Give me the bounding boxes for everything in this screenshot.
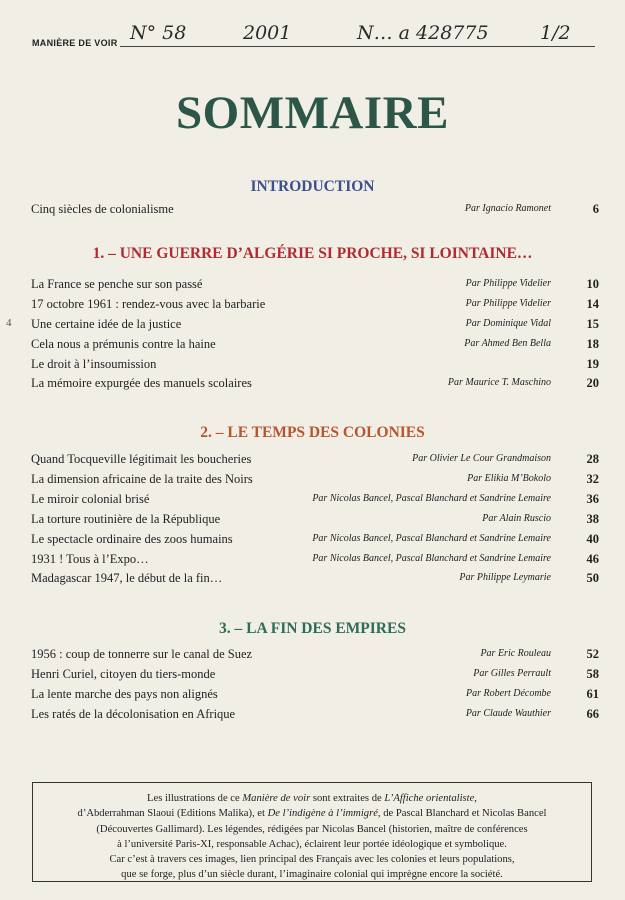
margin-number: 4 (6, 317, 12, 329)
article-author: Par Elikia M’Bokolo (467, 473, 551, 484)
article-title: Une certaine idée de la justice (31, 317, 182, 331)
article-title: Cela nous a prémunis contre la haine (31, 337, 216, 351)
toc-row[interactable] (31, 667, 601, 685)
article-author: Par Maurice T. Maschino (447, 377, 551, 388)
article-title: La mémoire expurgée des manuels scolaires (31, 376, 252, 390)
page-number: 6 (592, 202, 599, 216)
handwritten-year: 2001 (243, 22, 292, 44)
article-author: Par Philippe Leymarie (459, 572, 551, 583)
article-author: Par Alain Ruscio (482, 513, 551, 524)
article-author: Par Philippe Videlier (465, 278, 551, 289)
page-number: 32 (586, 472, 599, 486)
page-number: 46 (586, 552, 599, 566)
header-rule (120, 46, 595, 47)
section-heading-introduction: INTRODUCTION (250, 178, 375, 195)
page-number: 50 (586, 571, 599, 585)
article-author: Par Nicolas Bancel, Pascal Blanchard et Sandrine Lemaire (312, 553, 551, 564)
article-author: Par Eric Rouleau (480, 648, 551, 659)
section-heading-2: 2. – LE TEMPS DES COLONIES (200, 424, 425, 441)
article-author: Par Philippe Videlier (465, 298, 551, 309)
toc-row[interactable] (31, 552, 601, 570)
page-number: 20 (586, 376, 599, 390)
page-header (0, 0, 625, 50)
toc-row[interactable] (31, 707, 601, 725)
credits-line: (Découvertes Gallimard). Les légendes, rédigées par Nicolas Bancel (historien, maître de conférences (96, 823, 528, 835)
handwritten-page: 1/2 (540, 22, 571, 44)
toc-row[interactable] (31, 512, 601, 530)
handwritten-reference: N… a 428775 (357, 22, 489, 44)
toc-row[interactable] (31, 337, 601, 355)
page-number: 66 (586, 707, 599, 721)
credits-line: Les illustrations de ce Manière de voir sont extraites de L’Affiche orientaliste, (147, 793, 477, 804)
toc-row[interactable] (31, 571, 601, 589)
article-author: Par Ahmed Ben Bella (464, 338, 551, 349)
article-title: Quand Tocqueville légitimait les boucheries (31, 452, 252, 466)
article-title: La lente marche des pays non alignés (31, 687, 218, 701)
page-number: 38 (586, 512, 599, 526)
article-title: 1931 ! Tous à l’Expo… (31, 552, 149, 566)
page-number: 58 (586, 667, 599, 681)
toc-row[interactable] (31, 492, 601, 510)
article-title: La torture routinière de la République (31, 512, 221, 526)
article-author: Par Dominique Vidal (465, 318, 551, 329)
article-title: Henri Curiel, citoyen du tiers-monde (31, 667, 216, 681)
toc-row[interactable] (31, 452, 601, 470)
toc-row[interactable] (31, 277, 601, 295)
illustration-credits-box (32, 782, 592, 882)
article-title: 1956 : coup de tonnerre sur le canal de Suez (31, 647, 253, 661)
page-number: 61 (586, 687, 599, 701)
page-number: 15 (586, 317, 599, 331)
article-title: Le miroir colonial brisé (31, 492, 150, 506)
page-number: 40 (586, 532, 599, 546)
page-number: 10 (586, 277, 599, 291)
article-author: Par Robert Décombe (466, 688, 551, 699)
toc-row[interactable] (31, 317, 601, 335)
article-author: Par Nicolas Bancel, Pascal Blanchard et Sandrine Lemaire (312, 533, 551, 544)
article-title: Cinq siècles de colonialisme (31, 202, 174, 216)
article-author: Par Claude Wauthier (465, 708, 551, 719)
toc-row[interactable] (31, 297, 601, 315)
page-title: SOMMAIRE (176, 87, 449, 139)
credits-line: que se forge, plus d’un siècle durant, l’imaginaire colonial qui imprègne encore la société. (121, 869, 503, 881)
page-number: 19 (586, 357, 599, 371)
handwritten-issue: N° 58 (130, 22, 187, 44)
page-number: 28 (586, 452, 599, 466)
article-title: 17 octobre 1961 : rendez-vous avec la barbarie (31, 297, 266, 311)
article-title: La France se penche sur son passé (31, 277, 203, 291)
page-number: 18 (586, 337, 599, 351)
toc-row[interactable] (31, 472, 601, 490)
section-heading-3: 3. – LA FIN DES EMPIRES (219, 620, 406, 637)
toc-row[interactable] (31, 357, 601, 375)
article-title: Madagascar 1947, le début de la fin… (31, 571, 223, 585)
toc-row[interactable] (31, 647, 601, 665)
page-number: 52 (586, 647, 599, 661)
toc-row[interactable] (31, 687, 601, 705)
article-title: Le droit à l’insoumission (31, 357, 157, 371)
toc-row[interactable] (31, 532, 601, 550)
credits-line: à l’université Paris-XI, responsable Achac), éclairent leur portée idéologique et symbolique. (117, 838, 507, 850)
article-author: Par Nicolas Bancel, Pascal Blanchard et Sandrine Lemaire (312, 493, 551, 504)
section-heading-1: 1. – UNE GUERRE D’ALGÉRIE SI PROCHE, SI LOINTAINE… (92, 245, 533, 262)
article-author: Par Ignacio Ramonet (464, 203, 551, 214)
toc-row[interactable] (31, 376, 601, 394)
page-number: 14 (586, 297, 599, 311)
toc-row[interactable] (31, 202, 601, 220)
article-title: La dimension africaine de la traite des Noirs (31, 472, 253, 486)
article-author: Par Gilles Perrault (473, 668, 551, 679)
page-number: 36 (586, 492, 599, 506)
article-author: Par Olivier Le Cour Grandmaison (412, 453, 551, 464)
article-title: Le spectacle ordinaire des zoos humains (31, 532, 233, 546)
credits-line: Car c’est à travers ces images, lien principal des Français avec les colonies et leurs populations, (109, 854, 515, 866)
credits-line: d’Abderrahman Slaoui (Editions Malika), et De l’indigène à l’immigré, de Pascal Blanchard et Nicolas Bancel (77, 808, 547, 820)
article-title: Les ratés de la décolonisation en Afrique (31, 707, 236, 721)
magazine-name: MANIÈRE DE VOIR (32, 38, 118, 48)
